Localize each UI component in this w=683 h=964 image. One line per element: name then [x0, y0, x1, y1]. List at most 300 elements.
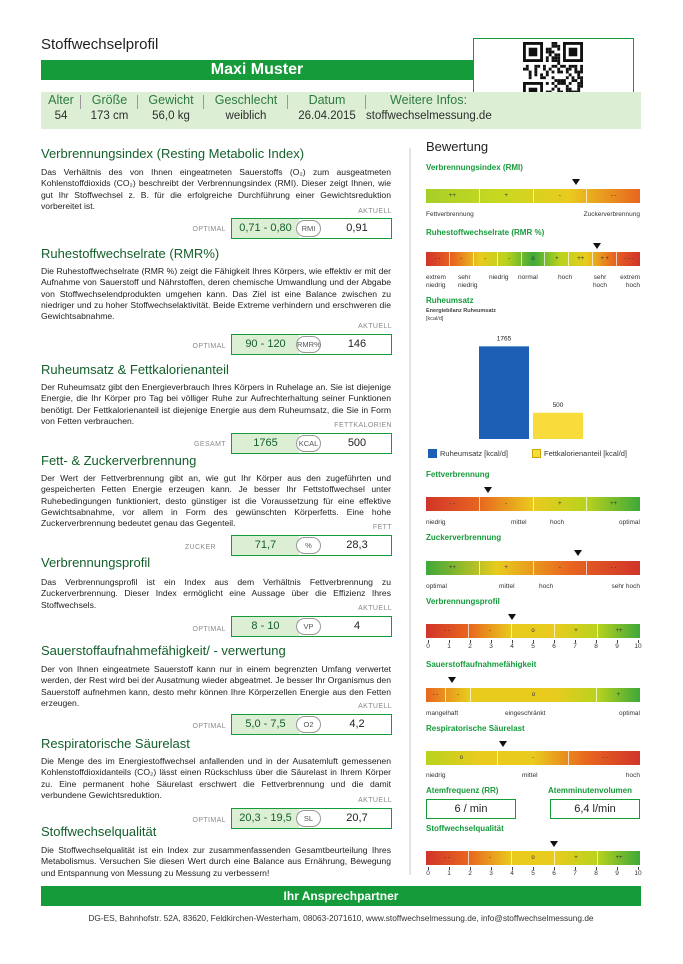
zucker-marker — [574, 550, 582, 556]
o2-scale-label: eingeschränkt — [505, 710, 546, 717]
actual-value: 0,91 — [346, 222, 368, 234]
unit-badge: RMR% — [296, 336, 321, 353]
qr-module — [569, 73, 572, 76]
section-text-fett-zucker: Der Wert der Fettverbrennung gibt an, wie gut Ihr Körper aus den zugeführten und gespeicherten Fetten Energie erzeugen kann. Je besser Ihr Fettstoffwechsel unter Ruhebedingungen funktioniert, desto günstiger ist die Voraussetzung für eine effektive Gewichtsabnahme, vor allem in Form des gewünschten Körperfetts. Eine hohe Zuckerverbrennung bedeutet genau das Gegenteil. — [41, 473, 391, 529]
o2-scale — [426, 688, 640, 702]
qr-module — [569, 65, 572, 68]
info-date — [288, 92, 366, 129]
qr-module — [552, 56, 555, 59]
qr-module — [543, 68, 546, 71]
legend-label-ruheumsatz: Ruheumsatz [kcal/d] — [440, 449, 508, 458]
scale-tick-label: 4 — [510, 643, 514, 650]
qr-module — [546, 48, 549, 51]
zucker-scale-label: optimal — [426, 583, 447, 590]
evaluation-title: Bewertung — [426, 139, 489, 154]
section-text-rmr: Die Ruhestoffwechselrate (RMR %) zeigt die Fähigkeit Ihres Körpers, wie effektiv er mit der Aufnahme von Sauerstoff und Nährstoffen, deren chemische Umwandlung und der Abgabe von Stoffwechselendprodukten umgehen kann. Das Ziel ist eine Balance zwischen zu niedriger und zu hoher Stoffwechselaktivität. Beide Extreme verhindern und erschweren die Gewichtsabnahme. — [41, 266, 391, 322]
optimal-label: OPTIMAL — [192, 343, 226, 350]
rmr-scale-label: normal — [518, 274, 538, 281]
qr-module — [569, 82, 572, 85]
qr-module — [552, 65, 555, 68]
contact-details: DG-ES, Bahnhofstr. 52A, 83620, Feldkirchen-Westerham, 08063-2071610, www.stoffwechselmessung.de, info@stoffwechselmessung.de — [88, 913, 594, 923]
qr-module — [534, 73, 537, 76]
info-band — [41, 92, 641, 129]
rmi-scale — [426, 189, 640, 203]
vp-scale — [426, 624, 640, 638]
sugar-value: 71,7 — [232, 536, 299, 555]
info-label: Weitere Infos: — [390, 93, 467, 107]
scale-segment: - — [446, 688, 472, 702]
qr-module — [534, 68, 537, 71]
qr-module — [546, 56, 549, 59]
o2-scale-label: optimal — [619, 710, 640, 717]
qr-module — [572, 76, 575, 79]
value-box-ruheumsatz — [231, 433, 392, 454]
scale-segment: - — [534, 561, 588, 575]
qr-module — [540, 76, 543, 79]
rmr-scale-label: sehr niedrig — [458, 274, 478, 289]
qr-module — [577, 76, 580, 79]
qr-module — [549, 48, 552, 51]
scale-tick-label: 5 — [531, 870, 535, 877]
qr-module — [537, 65, 540, 68]
scale-segment: - — [480, 497, 534, 511]
optimal-value: 0,71 - 0,80 — [232, 219, 299, 238]
scale-segment: - - — [426, 688, 446, 702]
qr-module — [574, 65, 577, 68]
person-name-bar: Maxi Muster — [41, 60, 473, 80]
scale-segment: - — [534, 189, 588, 203]
o2-heading: Sauerstoffaufnahmefähigkeit — [426, 660, 537, 669]
actual-label: AKTUELL — [358, 208, 392, 215]
scale-tick-label: 0 — [426, 643, 430, 650]
ruheumsatz-bar-chart — [426, 314, 640, 444]
actual-value: 146 — [347, 338, 367, 350]
qr-module — [560, 82, 563, 85]
info-label: Datum — [308, 93, 346, 107]
scale-tick-label: 9 — [615, 643, 619, 650]
scale-segment: + + — [593, 252, 617, 266]
qr-module — [549, 53, 552, 56]
rmr-marker — [593, 243, 601, 249]
document-title: Stoffwechselprofil — [41, 36, 159, 53]
qr-module — [566, 68, 569, 71]
rmi-heading: Verbrennungsindex (RMI) — [426, 163, 523, 172]
zucker-heading: Zuckerverbrennung — [426, 533, 502, 542]
fett-scale-label: optimal — [619, 519, 640, 526]
swq-ticks — [426, 867, 640, 879]
qr-module — [552, 51, 555, 54]
scale-segment: - — [498, 751, 570, 765]
qr-module — [554, 53, 557, 56]
legend-swatch-fettkalorien — [532, 449, 541, 458]
qr-module — [529, 73, 532, 76]
scale-segment: - - - — [623, 256, 634, 262]
swq-scale — [426, 851, 640, 865]
scale-segment: - - — [426, 851, 469, 865]
qr-module — [540, 73, 543, 76]
qr-module — [534, 71, 537, 74]
qr-module — [574, 79, 577, 82]
scale-segment: o — [512, 624, 555, 638]
zucker-scale-label: hoch — [539, 583, 554, 590]
actual-value: 4 — [353, 620, 361, 632]
qr-module — [543, 76, 546, 79]
scale-segment: + — [480, 189, 534, 203]
qr-module — [546, 73, 549, 76]
qr-module — [523, 68, 526, 71]
scale-tick-label: 6 — [552, 643, 556, 650]
qr-module — [580, 82, 583, 85]
fat-calories-label: FETTKALORIEN — [334, 422, 392, 429]
legend-label-fettkalorien: Fettkalorienanteil [kcal/d] — [544, 449, 627, 458]
actual-value: 20,7 — [346, 812, 368, 824]
rmi-right-label: Zuckerverbrennung — [583, 211, 640, 218]
qr-module — [526, 65, 529, 68]
optimal-label: OPTIMAL — [192, 626, 226, 633]
value-box-vp — [231, 616, 392, 637]
scale-segment: ++ — [426, 561, 480, 575]
section-title-o2: Sauerstoffaufnahmefähigkeit/ - verwertung — [41, 643, 286, 658]
qr-module — [580, 68, 583, 71]
qr-module — [580, 65, 583, 68]
scale-segment: - — [469, 624, 512, 638]
scale-segment: ++ — [615, 628, 623, 634]
legend-swatch-ruheumsatz — [428, 449, 437, 458]
qr-module — [557, 71, 560, 74]
scale-segment: o — [426, 751, 498, 765]
info-gender — [204, 92, 288, 129]
qr-module — [569, 68, 572, 71]
value-box-rmi — [231, 218, 392, 239]
qr-module — [557, 59, 560, 62]
scale-segment: o — [512, 851, 555, 865]
scale-tick-label: 5 — [531, 643, 535, 650]
scale-segment: o — [522, 252, 546, 266]
vp-ticks — [426, 640, 640, 652]
qr-module — [563, 79, 566, 82]
rmi-marker — [572, 179, 580, 185]
qr-module — [529, 48, 538, 57]
optimal-value: 20,3 - 19,5 — [232, 809, 299, 828]
section-title-rmr: Ruhestoffwechselrate (RMR%) — [41, 246, 220, 261]
scale-tick-label: 6 — [552, 870, 556, 877]
rmr-heading: Ruhestoffwechselrate (RMR %) — [426, 228, 545, 237]
scale-tick-label: 10 — [634, 870, 642, 877]
scale-tick-label: 9 — [615, 870, 619, 877]
rmr-scale-label: hoch — [558, 274, 573, 281]
qr-module — [554, 45, 557, 48]
qr-module — [546, 51, 549, 54]
scale-tick-label: 7 — [573, 870, 577, 877]
scale-segment: + — [555, 624, 598, 638]
qr-module — [574, 68, 577, 71]
vp-heading: Verbrennungsprofil — [426, 597, 500, 606]
scale-segment: - — [450, 252, 474, 266]
qr-module — [577, 73, 580, 76]
info-age — [41, 92, 81, 129]
qr-module — [580, 76, 583, 79]
value-box-sl — [231, 808, 392, 829]
qr-module — [554, 42, 557, 45]
qr-module — [554, 65, 557, 68]
fett-scale-label: hoch — [550, 519, 565, 526]
qr-module — [563, 82, 566, 85]
info-value: 173 cm — [90, 110, 129, 122]
qr-module — [552, 71, 555, 74]
qr-module — [560, 71, 563, 74]
qr-module — [546, 82, 549, 85]
qr-module — [557, 88, 560, 91]
optimal-label: OPTIMAL — [192, 817, 226, 824]
actual-label: AKTUELL — [358, 703, 392, 710]
section-text-rmi: Das Verhältnis des von Ihnen eingeatmeten Sauerstoffs (O₂) zum ausgeatmeten Kohlenstoffdioxids (CO₂) beschreibt der Verbrennungsindex (RMI). Dieser zeigt Ihnen, wie gut Ihr Stoffwechsel z. B. für die erfolgreiche Durchführung einer Gewichtsreduktion vorbereitet ist. — [41, 167, 391, 211]
scale-segment: - - — [426, 624, 469, 638]
sl-scale-label: hoch — [625, 772, 640, 779]
sl-scale-label: mittel — [522, 772, 538, 779]
qr-module — [552, 82, 555, 85]
info-value: 54 — [54, 110, 68, 122]
qr-module — [577, 85, 580, 88]
qr-module — [552, 59, 555, 62]
ruheumsatz-heading: Ruheumsatz — [426, 296, 474, 305]
qr-module — [566, 85, 569, 88]
rmr-scale-label: sehr hoch — [592, 274, 608, 289]
scale-tick-label: 8 — [594, 643, 598, 650]
qr-module — [557, 56, 560, 59]
qr-module — [552, 42, 555, 45]
qr-module — [557, 48, 560, 51]
qr-module — [580, 85, 583, 88]
rr-value: 6 / min — [426, 799, 516, 819]
qr-module — [574, 71, 577, 74]
section-title-fett-zucker: Fett- & Zuckerverbrennung — [41, 453, 197, 468]
info-label: Geschlecht — [214, 93, 278, 107]
info-weight — [138, 92, 204, 129]
scale-segment: - - — [601, 755, 608, 761]
qr-module — [554, 56, 557, 59]
total-value: 1765 — [232, 434, 299, 453]
qr-module — [580, 79, 583, 82]
amv-heading: Atemminutenvolumen — [548, 786, 633, 795]
section-title-rmi: Verbrennungsindex (Resting Metabolic Index) — [41, 146, 305, 161]
unit-badge: RMI — [296, 220, 321, 237]
qr-module — [557, 53, 560, 56]
scale-segment: - - — [610, 193, 617, 199]
qr-module — [557, 45, 560, 48]
fett-marker — [484, 487, 492, 493]
section-title-vp: Verbrennungsprofil — [41, 555, 151, 570]
qr-module — [569, 48, 578, 57]
actual-label: AKTUELL — [358, 323, 392, 330]
qr-module — [546, 59, 549, 62]
optimal-label: OPTIMAL — [192, 723, 226, 730]
zucker-scale-label: sehr hoch — [611, 583, 640, 590]
amv-value: 6,4 l/min — [550, 799, 640, 819]
scale-segment: + — [545, 252, 569, 266]
info-height — [81, 92, 138, 129]
qr-module — [566, 76, 569, 79]
scale-segment: - — [469, 851, 512, 865]
section-text-vp: Das Verbrennungsprofil ist ein Index aus dem Verhältnis Fettverbrennung zu Zuckerverbrennung. Dieser Index ermöglicht eine Aussage über die Effizienz Ihres Stoffwechsels. — [41, 577, 391, 610]
fett-scale-label: mittel — [511, 519, 527, 526]
rmr-scale-label: extrem niedrig — [426, 274, 446, 289]
qr-module — [554, 79, 557, 82]
qr-module — [554, 85, 557, 88]
scale-tick-label: 1 — [447, 643, 451, 650]
info-more — [366, 92, 491, 129]
qr-module — [534, 65, 537, 68]
actual-label: AKTUELL — [358, 797, 392, 804]
qr-module — [549, 68, 552, 71]
scale-tick-label: 2 — [468, 643, 472, 650]
scale-segment: - - — [426, 497, 480, 511]
optimal-label: OPTIMAL — [192, 226, 226, 233]
sl-scale-label: niedrig — [426, 772, 446, 779]
value-box-fett-zucker — [231, 535, 392, 556]
unit-badge: % — [296, 537, 321, 554]
qr-module — [577, 71, 580, 74]
unit-badge: O2 — [296, 716, 321, 733]
qr-module — [563, 65, 566, 68]
rmr-scale-label: extrem hoch — [620, 274, 640, 289]
scale-segment: + — [480, 561, 534, 575]
scale-segment: ++ — [426, 189, 480, 203]
scale-segment: ++ — [615, 855, 623, 861]
section-title-ruheumsatz: Ruheumsatz & Fettkalorienanteil — [41, 362, 229, 377]
qr-module — [529, 76, 532, 79]
qr-module — [552, 45, 555, 48]
actual-label: AKTUELL — [358, 605, 392, 612]
scale-tick-label: 7 — [573, 643, 577, 650]
zucker-scale-label: mittel — [499, 583, 515, 590]
bar-0 — [479, 346, 529, 439]
section-title-sl: Respiratorische Säurelast — [41, 736, 190, 751]
bar-value-label: 500 — [552, 401, 564, 409]
scale-segment: - - — [426, 252, 450, 266]
info-value: weiblich — [225, 110, 267, 122]
fett-scale — [426, 497, 640, 511]
unit-badge: VP — [296, 618, 321, 635]
rr-heading: Atemfrequenz (RR) — [426, 786, 499, 795]
section-text-swq: Die Stoffwechselqualität ist ein Index zur zusammenfassenden Gesamtbeurteilung Ihres Metabolismus. Versuchen Sie diesen Wert durch eine Balance aus Ernährung, Bewegung und Entspannung von Messung zu Messung zu verbessern! — [41, 845, 391, 878]
qr-module — [552, 88, 555, 91]
qr-module — [560, 79, 563, 82]
qr-module — [580, 71, 583, 74]
bar-value-label: 1765 — [496, 335, 512, 343]
qr-module — [560, 65, 563, 68]
scale-segment: + — [616, 692, 621, 698]
qr-module — [577, 88, 580, 91]
swq-marker — [550, 841, 558, 847]
scale-segment: - — [474, 252, 498, 266]
scale-segment: ++ — [569, 252, 593, 266]
info-label: Alter — [48, 93, 74, 107]
qr-module — [543, 65, 546, 68]
o2-marker — [448, 677, 456, 683]
zucker-scale — [426, 561, 640, 575]
scale-tick-label: 1 — [447, 870, 451, 877]
sl-marker — [499, 741, 507, 747]
section-text-o2: Der von Ihnen eingeatmete Sauerstoff kann nur in einem begrenzten Umfang verwertet werden, der Rest wird bei der Ausatmung wieder abgeatmet. Je besser Ihr Organismus den Sauerstoff aufnehmen kann, desto mehr können Ihre Körperzellen Energie aus den Fetten erzeugen. — [41, 664, 391, 708]
optimal-value: 8 - 10 — [232, 617, 299, 636]
sl-scale — [426, 751, 640, 765]
qr-module — [569, 88, 572, 91]
unit-badge: KCAL — [296, 435, 321, 452]
section-title-swq: Stoffwechselqualität — [41, 824, 157, 839]
qr-module — [529, 71, 532, 74]
total-label: GESAMT — [194, 441, 226, 448]
sl-heading: Respiratorische Säurelast — [426, 724, 525, 733]
qr-module — [557, 68, 560, 71]
rmr-scale — [426, 252, 640, 266]
scale-segment: - — [498, 252, 522, 266]
swq-heading: Stoffwechselqualität — [426, 824, 504, 833]
info-label: Gewicht — [148, 93, 194, 107]
scale-tick-label: 0 — [426, 870, 430, 877]
info-label: Größe — [91, 93, 128, 107]
bar-1 — [533, 413, 583, 439]
fett-scale-label: niedrig — [426, 519, 446, 526]
section-text-ruheumsatz: Der Ruheumsatz gibt den Energieverbrauch Ihres Körpers in Ruhelage an. Sie ist diejenige Energie, die Ihr Körper pro Tag bei völliger Ruhe zur Aufrechterhaltung seiner Funktionen benötigt. Der Fettkalorienanteil ist diejenige Energie aus dem Ruheumsatz, die Sie in Form von Fetten verbrauchen. — [41, 382, 391, 426]
scale-tick-label: 4 — [510, 870, 514, 877]
qr-module — [557, 82, 560, 85]
section-text-sl: Die Menge des im Energiestoffwechsel anfallenden und in der Ausatemluft gemessenen Kohlenstoffdioxidanteils (CO₂) lässt einen Rückschluss über die Säurelast in Ihrem Körper zu. Eine permanent hohe Säurelast erschwert die Fettverbrennung und die damit verbundene Gewichtsreduktion. — [41, 756, 391, 800]
rmi-left-label: Fettverbrennung — [426, 211, 474, 218]
scale-segment: + — [534, 497, 588, 511]
column-divider — [409, 148, 411, 875]
fat-calories-value: 500 — [347, 437, 367, 449]
qr-module — [572, 65, 575, 68]
qr-module — [557, 79, 560, 82]
actual-value: 4,2 — [349, 718, 365, 730]
info-value: 26.04.2015 — [298, 110, 356, 122]
rmr-scale-label: niedrig — [489, 274, 509, 281]
qr-module — [577, 82, 580, 85]
scale-tick-label: 2 — [468, 870, 472, 877]
scale-segment: - - — [610, 565, 617, 571]
fett-heading: Fettverbrennung — [426, 470, 490, 479]
optimal-value: 90 - 120 — [232, 335, 299, 354]
fat-value: 28,3 — [346, 539, 368, 551]
qr-module — [566, 88, 569, 91]
scale-segment: + — [555, 851, 598, 865]
contact-bar: Ihr Ansprechpartner — [41, 886, 641, 906]
scale-segment: o — [471, 688, 596, 702]
scale-tick-label: 8 — [594, 870, 598, 877]
chart-title: Energiebilanz Ruheumsatz — [426, 308, 496, 314]
optimal-value: 5,0 - 7,5 — [232, 715, 299, 734]
o2-scale-label: mangelhaft — [426, 710, 459, 717]
qr-module — [546, 71, 549, 74]
qr-module — [526, 68, 529, 71]
qr-module — [572, 79, 575, 82]
qr-module — [566, 71, 569, 74]
fat-label: FETT — [372, 524, 392, 531]
sugar-label: ZUCKER — [184, 544, 216, 551]
info-link[interactable]: stoffwechselmessung.de — [366, 110, 492, 122]
value-box-rmr — [231, 334, 392, 355]
scale-tick-label: 3 — [489, 870, 493, 877]
unit-badge: SL — [296, 810, 321, 827]
scale-tick-label: 10 — [634, 643, 642, 650]
scale-tick-label: 3 — [489, 643, 493, 650]
info-value: 56,0 kg — [152, 110, 190, 122]
vp-marker — [508, 614, 516, 620]
qr-module — [557, 62, 560, 65]
value-box-o2 — [231, 714, 392, 735]
qr-module — [552, 76, 555, 79]
chart-ylabel: [kcal/d] — [426, 316, 444, 322]
